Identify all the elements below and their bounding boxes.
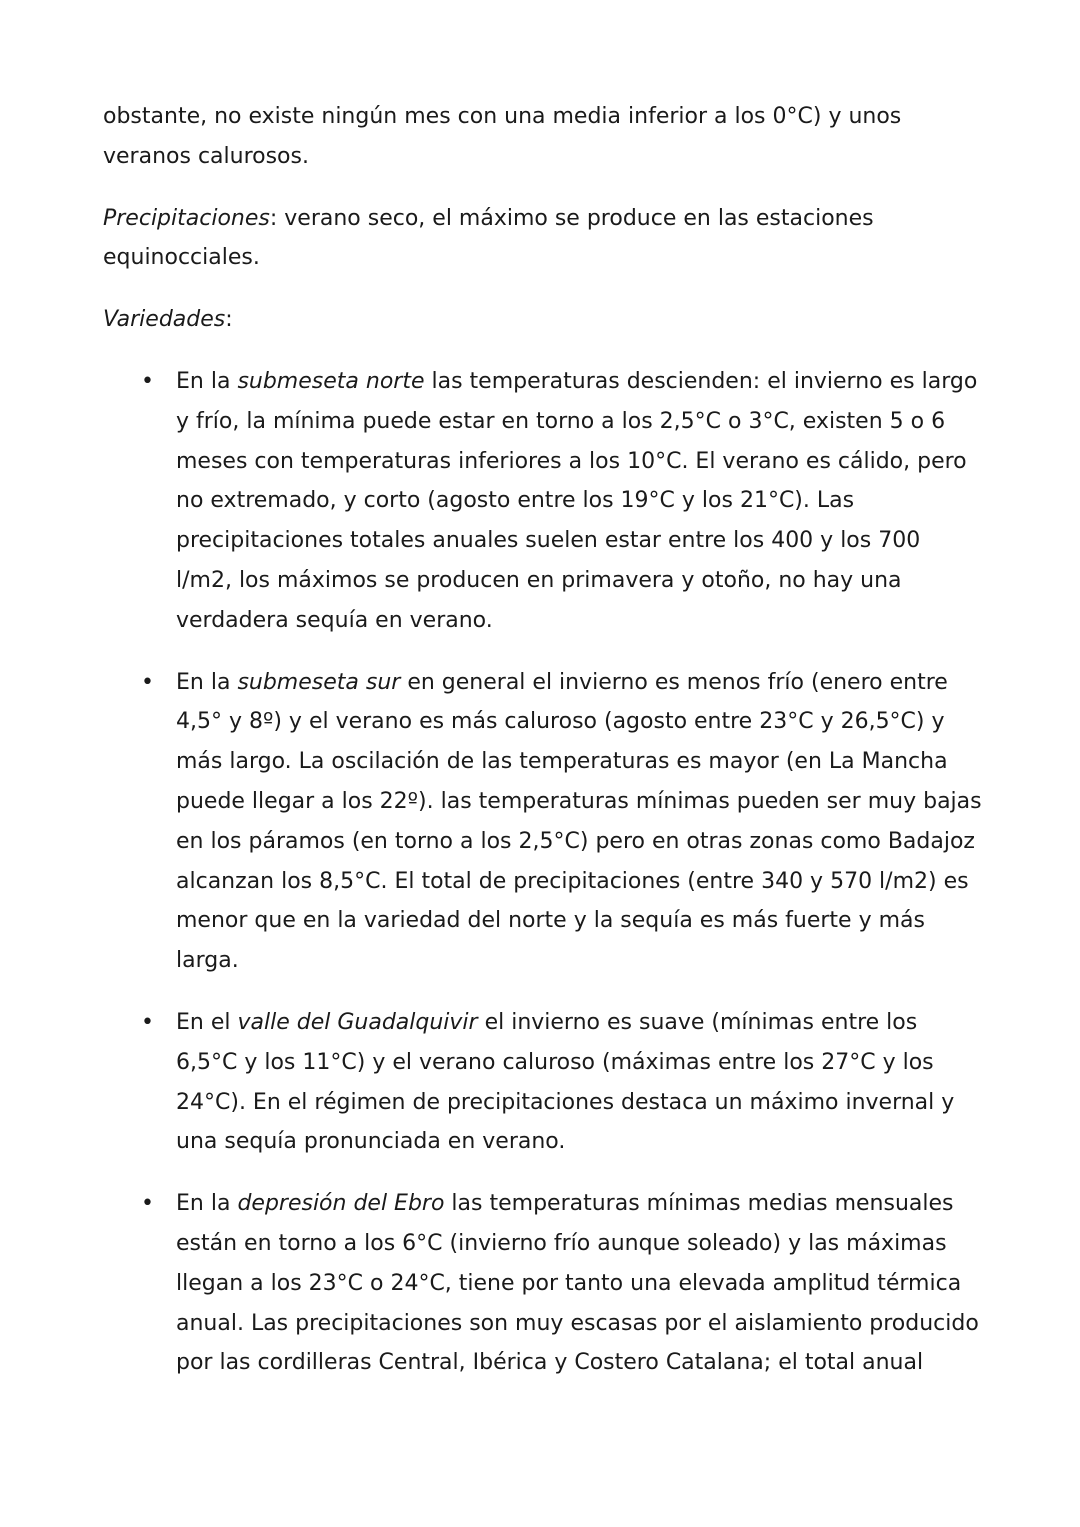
- precipitation-text: : verano seco, el máximo se produce en las estaciones equinocciales.: [103, 205, 874, 271]
- item-prefix: En la: [176, 669, 238, 695]
- varieties-heading: [103, 300, 983, 340]
- bullet-icon: •: [141, 368, 154, 394]
- item-text: las temperaturas mínimas medias mensuales están en torno a los 6°C (invierno frío aunque soleado) y las máximas llegan a los 23°C o 24°C, tiene por tanto una elevada amplitud térmica anual. Las precipitaciones son muy escasas por el aislamiento producido por las cordilleras Central, Ibérica y Costero Catalana; el total anual: [176, 1191, 979, 1376]
- item-prefix: En el: [176, 1009, 238, 1035]
- item-text: en general el invierno es menos frío (enero entre 4,5° y 8º) y el verano es más caluroso (agosto entre 23°C y 26,5°C) y más largo. La oscilación de las temperaturas es mayor (en La Mancha puede llegar a los 22º). las temperaturas mínimas pueden ser muy bajas en los páramos (en torno a los 2,5°C) pero en otras zonas como Badajoz alcanzan los 8,5°C. El total de precipitaciones (entre 340 y 570 l/m2) es menor que en la variedad del norte y la sequía es más fuerte y más larga.: [176, 669, 982, 974]
- list-item: [103, 1003, 983, 1162]
- item-term: submeseta norte: [237, 368, 425, 394]
- intro-paragraph: obstante, no existe ningún mes con una media inferior a los 0°C) y unos veranos calurosos.: [103, 104, 902, 169]
- precipitation-label: Precipitaciones: [103, 205, 270, 231]
- item-term: valle del Guadalquivir: [237, 1009, 478, 1035]
- document-page: [103, 97, 983, 1405]
- precipitation-paragraph: [103, 199, 983, 279]
- varieties-list: [103, 362, 983, 1383]
- bullet-icon: •: [141, 1009, 154, 1035]
- item-prefix: En la: [176, 1191, 238, 1217]
- list-item: [103, 1184, 983, 1383]
- bullet-icon: •: [141, 1191, 154, 1217]
- item-text: las temperaturas descienden: el invierno es largo y frío, la mínima puede estar en torno a los 2,5°C o 3°C, existen 5 o 6 meses con temperaturas inferiores a los 10°C. El verano es cálido, pero no extremado, y corto (agosto entre los 19°C y los 21°C). Las precipitaciones totales anuales suelen estar entre los 400 y los 700 l/m2, los máximos se producen en primavera y otoño, no hay una verdadera sequía en verano.: [176, 368, 978, 633]
- item-term: submeseta sur: [237, 669, 401, 695]
- varieties-label: Variedades: [103, 307, 226, 333]
- item-term: depresión del Ebro: [237, 1191, 445, 1217]
- list-item: [103, 663, 983, 981]
- item-prefix: En la: [176, 368, 238, 394]
- item-text: el invierno es suave (mínimas entre los 6,5°C y los 11°C) y el verano caluroso (máximas entre los 27°C y los 24°C). En el régimen de precipitaciones destaca un máximo invernal y una sequía pronunciada en verano.: [176, 1009, 955, 1155]
- bullet-icon: •: [141, 669, 154, 695]
- varieties-suffix: :: [225, 307, 233, 333]
- list-item: [103, 362, 983, 641]
